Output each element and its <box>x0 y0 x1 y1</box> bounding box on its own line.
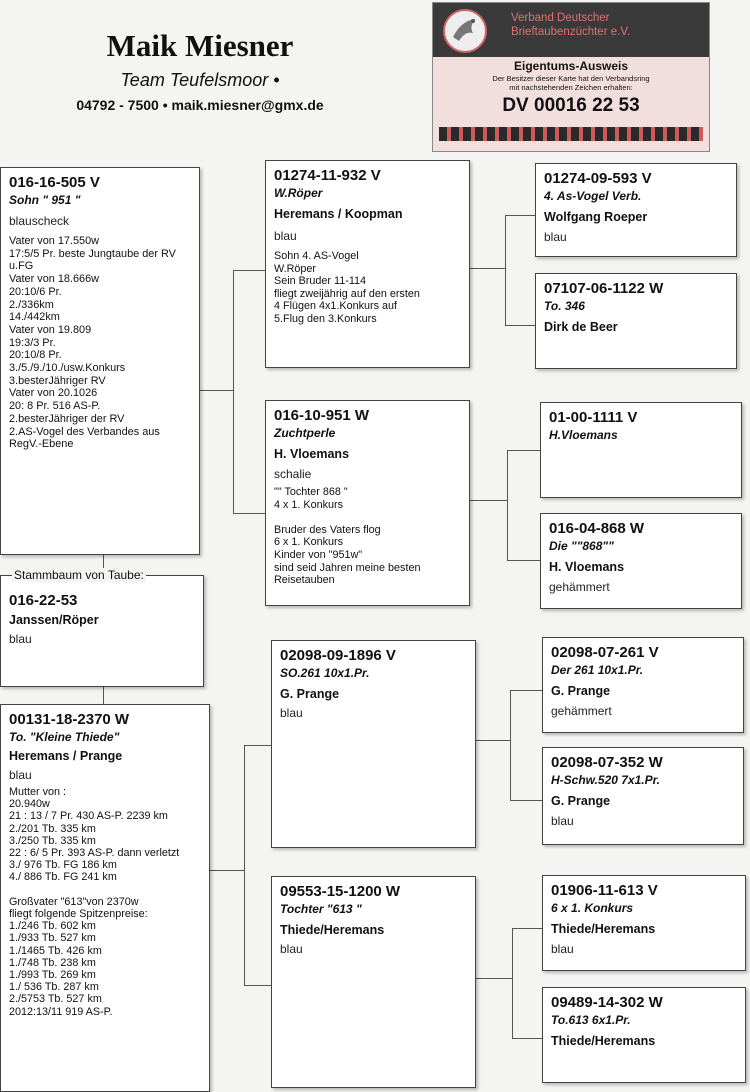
ff-breeder: Heremans / Koopman <box>274 207 403 221</box>
mfm-breeder: G. Prange <box>551 794 611 808</box>
mf-name: SO.261 10x1.Pr. <box>280 666 370 680</box>
connector-mother-h <box>210 870 244 871</box>
mmf-color: blau <box>551 942 574 956</box>
mm-color: blau <box>280 942 303 956</box>
fmf-ring: 01-00-1111 V <box>549 409 638 426</box>
fm-box <box>265 400 470 606</box>
subject-ring: 016-22-53 <box>9 592 78 609</box>
father-box <box>0 167 200 555</box>
mmm-ring: 09489-14-302 W <box>551 994 663 1011</box>
connector-mf-v <box>510 690 511 800</box>
mf-breeder: G. Prange <box>280 687 340 701</box>
mmf-name: 6 x 1. Konkurs <box>551 901 634 915</box>
ffm-box <box>535 273 737 369</box>
connector-fmf-h <box>507 450 540 451</box>
fff-ring: 01274-09-593 V <box>544 170 652 187</box>
mmm-breeder: Thiede/Heremans <box>551 1034 656 1048</box>
mff-ring: 02098-07-261 V <box>551 644 659 661</box>
connector-father-h <box>200 390 233 391</box>
connector-mf-out <box>476 740 510 741</box>
fmm-color: gehämmert <box>549 580 610 594</box>
card-org: Verband Deutscher Brieftaubenzüchter e.V. <box>511 12 631 38</box>
mother-name: To. "Kleine Thiede" <box>9 730 120 744</box>
fff-color: blau <box>544 230 567 244</box>
mother-breeder: Heremans / Prange <box>9 749 123 763</box>
fmf-box <box>540 402 742 498</box>
fff-box <box>535 163 737 257</box>
fm-name: Zuchtperle <box>274 426 336 440</box>
mm-name: Tochter "613 " <box>280 902 362 916</box>
connector-ff-v <box>505 215 506 325</box>
mm-ring: 09553-15-1200 W <box>280 883 401 900</box>
fmm-ring: 016-04-868 W <box>549 520 645 537</box>
owner-name: Maik Miesner <box>106 28 294 63</box>
ff-color: blau <box>274 229 297 243</box>
connector-mm-h <box>244 985 271 986</box>
card-pattern-band <box>439 127 703 141</box>
fff-breeder: Wolfgang Roeper <box>544 210 648 224</box>
mf-color: blau <box>280 706 303 720</box>
mmm-box <box>542 987 746 1083</box>
connector-mff-h <box>510 690 542 691</box>
fm-notes: "" Tochter 868 " 4 x 1. Konkurs Bruder des Vaters flog 6 x 1. Konkurs Kinder von "951w" sind seid Jahren meine besten Reisetauben <box>274 486 421 587</box>
mother-color: blau <box>9 768 32 782</box>
mmf-ring: 01906-11-613 V <box>551 882 658 899</box>
mff-color: gehämmert <box>551 704 612 718</box>
connector-fm-h <box>233 513 265 514</box>
card-text: Der Besitzer dieser Karte hat den Verbandsring mit nachstehenden Zeichen erhalten: <box>492 74 650 92</box>
connector-mmm-h <box>512 1038 542 1039</box>
fm-ring: 016-10-951 W <box>274 407 370 424</box>
mother-box <box>0 704 210 1092</box>
fff-name: 4. As-Vogel Verb. <box>544 189 642 203</box>
ffm-name: To. 346 <box>544 299 585 313</box>
connector-mmf-h <box>512 928 542 929</box>
fmm-breeder: H. Vloemans <box>549 560 625 574</box>
fmm-name: Die ""868"" <box>549 539 614 553</box>
mff-box <box>542 637 744 733</box>
mfm-name: H-Schw.520 7x1.Pr. <box>551 773 660 787</box>
father-color: blauscheck <box>9 214 70 228</box>
fm-breeder: H. Vloemans <box>274 447 350 461</box>
pedigree-label: Stammbaum von Taube: <box>14 568 144 582</box>
subject-breeder: Janssen/Röper <box>9 613 99 627</box>
connector-mm-out <box>476 978 512 979</box>
mm-breeder: Thiede/Heremans <box>280 923 385 937</box>
mmm-name: To.613 6x1.Pr. <box>551 1013 631 1027</box>
father-notes: Vater von 17.550w 17:5/5 Pr. beste Jungtaube der RV u.FG Vater von 18.666w 20:10/6 Pr. 2./336km 14./442km Vater von 19.809 19:3/3 Pr. 20:10/8 Pr. 3./5./9./10./usw.Konkurs 3.besterJähriger RV Vater von 20.1026 20: 8 Pr. 516 AS-P. 2.besterJähriger der RV 2.AS-Vogel des Verbandes aus RegV.-Ebene <box>9 235 176 451</box>
ownership-card <box>432 2 710 152</box>
mff-name: Der 261 10x1.Pr. <box>551 663 644 677</box>
connector-mfm-h <box>510 800 542 801</box>
fm-color: schalie <box>274 467 312 481</box>
subject-box <box>0 575 204 687</box>
connector-fff-h <box>505 215 535 216</box>
connector-mother-v <box>244 745 245 985</box>
connector-ffm-h <box>505 325 535 326</box>
mfm-color: blau <box>551 814 574 828</box>
father-ring: 016-16-505 V <box>9 174 100 191</box>
pigeon-logo-icon <box>443 9 487 53</box>
ffm-breeder: Dirk de Beer <box>544 320 618 334</box>
ffm-ring: 07107-06-1122 W <box>544 280 664 297</box>
contact-line: 04792 - 7500 • maik.miesner@gmx.de <box>76 97 324 113</box>
mmf-breeder: Thiede/Heremans <box>551 922 656 936</box>
ff-box <box>265 160 470 368</box>
connector-ff-out <box>470 268 505 269</box>
father-name: Sohn " 951 " <box>9 193 81 207</box>
connector-fmm-h <box>507 560 540 561</box>
ff-notes: Sohn 4. AS-Vogel W.Röper Sein Bruder 11-114 fliegt zweijährig auf den ersten 4 Flügen 4x1.Konkurs auf 5.Flug den 3.Konkurs <box>274 250 420 325</box>
mmf-box <box>542 875 746 971</box>
mfm-ring: 02098-07-352 W <box>551 754 663 771</box>
connector-mf-h <box>244 745 271 746</box>
connector-subject-bottom <box>103 687 104 704</box>
mm-box <box>271 876 476 1088</box>
subject-color: blau <box>9 632 32 646</box>
fmf-name: H.Vloemans <box>549 428 618 442</box>
mother-notes: Mutter von : 20.940w 21 : 13 / 7 Pr. 430 AS-P. 2239 km 2./201 Tb. 335 km 3./250 Tb. 335 km 22 : 6/ 5 Pr. 393 AS-P. dann verletzt 3./ 976 Tb. FG 186 km 4./ 886 Tb. FG 241 km Großvater "613"von 2370w fliegt folgende Spitzenpreise: 1./246 Tb. 602 km 1./933 Tb. 527 km 1./1465 Tb. 426 km 1./748 Tb. 238 km 1./993 Tb. 269 km 1./ 536 Tb. 287 km 2./5753 Tb. 527 km 2012:13/11 919 AS-P. <box>9 786 180 1018</box>
mf-box <box>271 640 476 848</box>
mother-ring: 00131-18-2370 W <box>9 711 130 728</box>
ff-ring: 01274-11-932 V <box>274 167 381 184</box>
fmm-box <box>540 513 742 609</box>
ff-name: W.Röper <box>274 186 323 200</box>
card-title: Eigentums-Ausweis <box>513 59 629 73</box>
connector-ff-h <box>233 270 265 271</box>
card-ring-number: DV 00016 22 53 <box>502 95 640 116</box>
connector-father-v <box>233 270 234 513</box>
connector-fm-out <box>470 500 507 501</box>
mff-breeder: G. Prange <box>551 684 611 698</box>
team-name: Team Teufelsmoor • <box>120 70 280 90</box>
connector-fm-v <box>507 450 508 560</box>
mfm-box <box>542 747 744 845</box>
mf-ring: 02098-09-1896 V <box>280 647 396 664</box>
connector-mm-v <box>512 928 513 1038</box>
